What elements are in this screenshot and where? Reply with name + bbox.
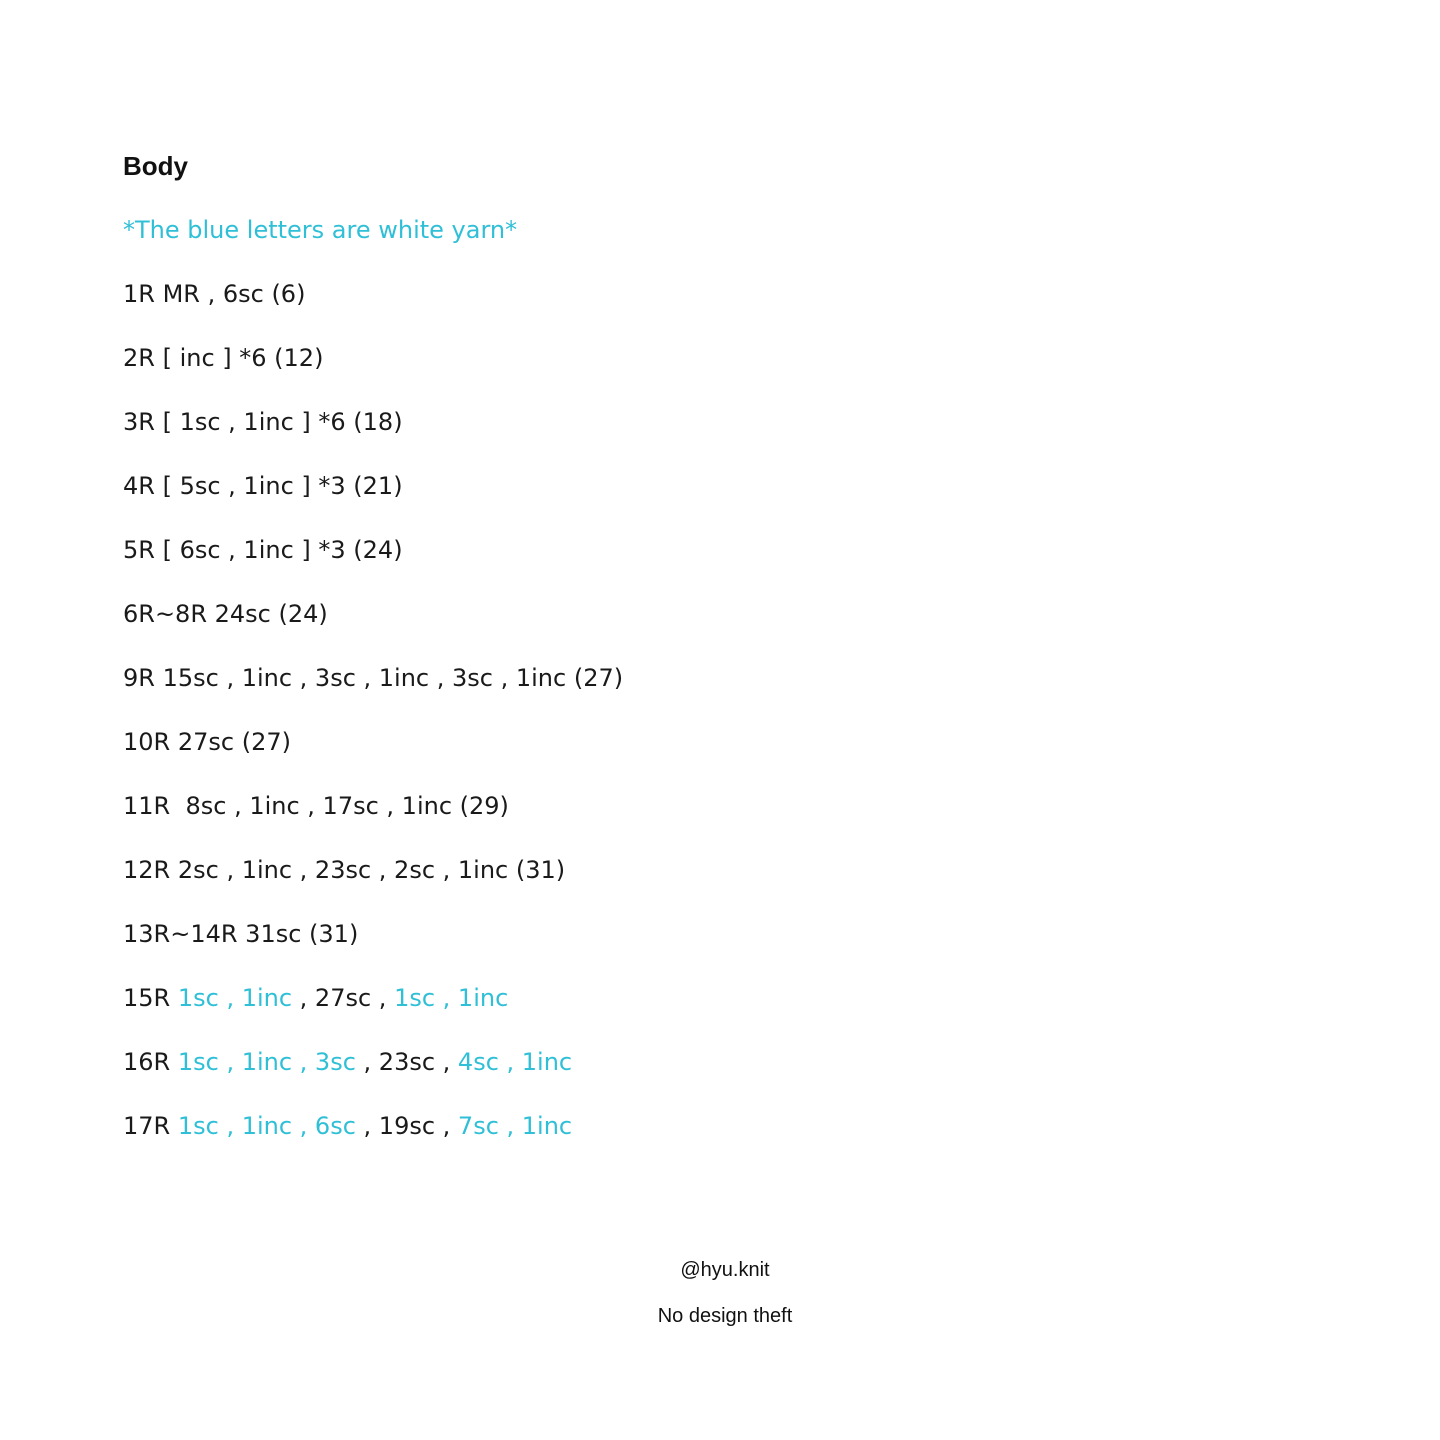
stitch-text: , 27sc ,	[292, 984, 395, 1012]
stitch-text: 12R 2sc , 1inc , 23sc , 2sc , 1inc (31)	[123, 856, 566, 884]
stitch-text: 10R 27sc (27)	[123, 728, 291, 756]
round-instruction-row	[123, 978, 1323, 1018]
author-handle: @hyu.knit	[680, 1259, 770, 1281]
round-instruction-row	[123, 274, 1323, 314]
stitch-text: 9R 15sc , 1inc , 3sc , 1inc , 3sc , 1inc (27)	[123, 664, 624, 692]
stitch-text: 15R	[123, 984, 178, 1012]
stitch-text: 13R~14R 31sc (31)	[123, 920, 359, 948]
stitch-text: , 19sc ,	[355, 1112, 458, 1140]
white-yarn-stitches: 1sc , 1inc	[177, 984, 293, 1012]
round-instruction-row	[123, 594, 1323, 634]
round-instructions-list	[123, 274, 1323, 1146]
stitch-text: 5R [ 6sc , 1inc ] *3 (24)	[123, 536, 403, 564]
round-instruction-row	[123, 466, 1323, 506]
stitch-text: 4R [ 5sc , 1inc ] *3 (21)	[123, 472, 403, 500]
round-instruction-row	[123, 1106, 1323, 1146]
stitch-text: 6R~8R 24sc (24)	[123, 600, 328, 628]
stitch-text: 2R [ inc ] *6 (12)	[123, 344, 324, 372]
round-instruction-row	[123, 338, 1323, 378]
round-instruction-row	[123, 786, 1323, 826]
round-instruction-row	[123, 722, 1323, 762]
round-instruction-row	[123, 850, 1323, 890]
section-title: Body	[123, 151, 188, 181]
pattern-document	[123, 146, 1323, 1170]
white-yarn-stitches: 4sc , 1inc	[457, 1048, 573, 1076]
copyright-notice: No design theft	[657, 1305, 793, 1327]
stitch-text: 1R MR , 6sc (6)	[123, 280, 306, 308]
white-yarn-stitches: 1sc , 1inc , 6sc	[177, 1112, 356, 1140]
white-yarn-stitches: 7sc , 1inc	[457, 1112, 573, 1140]
round-instruction-row	[123, 914, 1323, 954]
white-yarn-stitches: 1sc , 1inc	[394, 984, 509, 1012]
white-yarn-stitches: 1sc , 1inc , 3sc	[177, 1048, 356, 1076]
stitch-text: , 23sc ,	[355, 1048, 458, 1076]
round-instruction-row	[123, 1042, 1323, 1082]
round-instruction-row	[123, 658, 1323, 698]
round-instruction-row	[123, 402, 1323, 442]
yarn-color-note: *The blue letters are white yarn*	[123, 216, 518, 244]
stitch-text: 3R [ 1sc , 1inc ] *6 (18)	[123, 408, 403, 436]
stitch-text: 17R	[123, 1112, 178, 1140]
stitch-text: 16R	[123, 1048, 178, 1076]
round-instruction-row	[123, 530, 1323, 570]
stitch-text: 11R 8sc , 1inc , 17sc , 1inc (29)	[123, 792, 509, 820]
